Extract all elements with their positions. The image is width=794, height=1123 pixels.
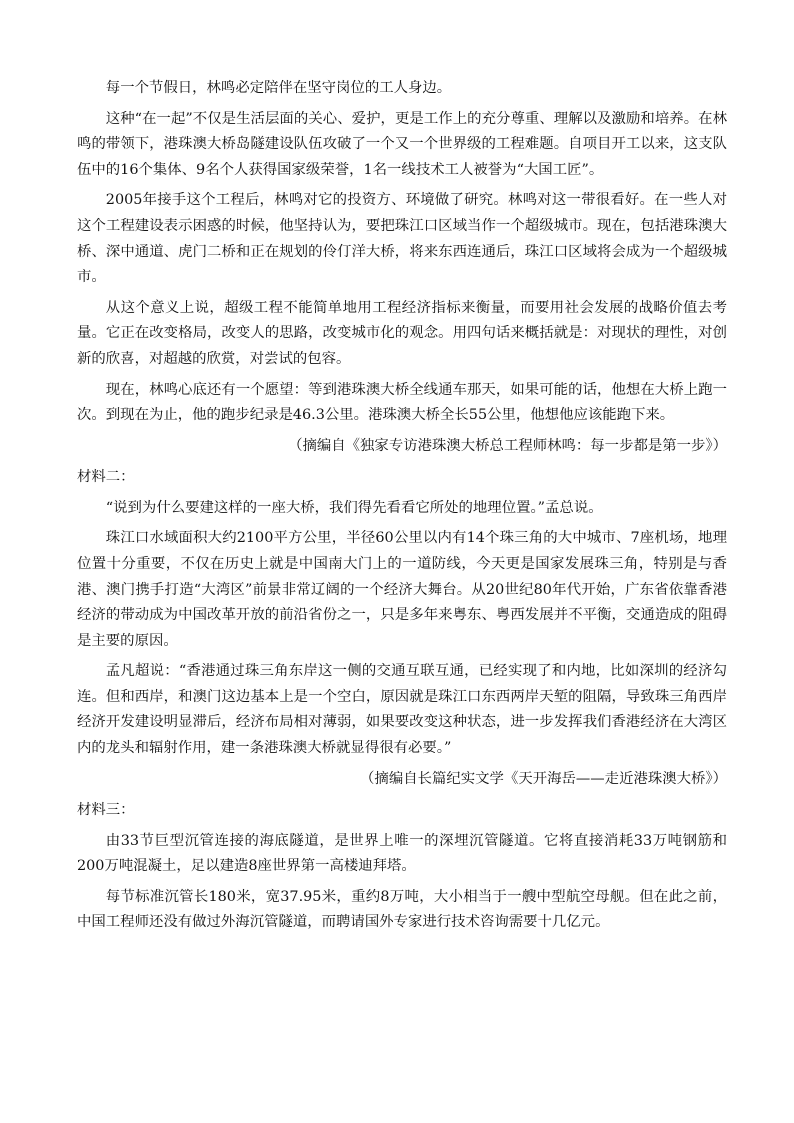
source-citation: （摘编自长篇纪实文学《天开海岳——走近港珠澳大桥》） — [360, 770, 727, 787]
paragraph: “说到为什么要建这样的一座大桥，我们得先看看它所处的地理位置。”孟总说。 — [105, 499, 603, 516]
paragraph: 每节标准沉管长180米，宽37.95米，重约8万吨，大小相当于一艘中型航空母舰。但在此之前，中国工程师还没有做过外海沉管隧道，而聘请国外专家进行技术咨询需要十几亿元。 — [77, 888, 727, 931]
source-citation: （摘编自《独家专访港珠澳大桥总工程师林鸣：每一步都是第一步》） — [288, 437, 727, 454]
document-page — [77, 76, 727, 941]
paragraph: 这种“在一起”不仅是生活层面的关心、爱护，更是工作上的充分尊重、理解以及激励和培养。在林鸣的带领下，港珠澳大桥岛隧建设队伍攻破了一个又一个世界级的工程难题。自项目开工以来，这支队伍中的16个集体、9名个人获得国家级荣誉，1名一线技术工人被誉为“大国工匠”。 — [77, 110, 727, 178]
paragraph: 现在，林鸣心底还有一个愿望：等到港珠澳大桥全线通车那天，如果可能的话，他想在大桥上跑一次。到现在为止，他的跑步纪录是46.3公里。港珠澳大桥全长55公里，他想他应该能跑下来。 — [77, 381, 727, 424]
paragraph: 珠江口水域面积大约2100平方公里，半径60公里以内有14个珠三角的大中城市、7座机场，地理位置十分重要，不仅在历史上就是中国南大门上的一道防线，今天更是国家发展珠三角，特别是与香港、澳门携手打造“大湾区”前景非常辽阔的一个经济大舞台。从20世纪80年代开始，广东省依靠香港经济的带动成为中国改革开放的前沿省份之一，只是多年来粤东、粤西发展并不平衡，交通造成的阻碍是主要的原因。 — [77, 530, 727, 649]
paragraph: 从这个意义上说，超级工程不能简单地用工程经济指标来衡量，而要用社会发展的战略价值去考量。它正在改变格局，改变人的思路，改变城市化的观念。用四句话来概括就是：对现状的理性，对创新的欣喜，对超越的欣赏，对尝试的包容。 — [77, 299, 727, 367]
section-heading: 材料二： — [77, 468, 135, 485]
paragraph: 2005年接手这个工程后，林鸣对它的投资方、环境做了研究。林鸣对这一带很看好。在一些人对这个工程建设表示困惑的时候，他坚持认为，要把珠江口区域当作一个超级城市。现在，包括港珠澳大桥、深中通道、虎门二桥和正在规划的伶仃洋大桥，将来东西连通后，珠江口区域将会成为一个超级城市。 — [77, 192, 727, 286]
paragraph: 每一个节假日，林鸣必定陪伴在坚守岗位的工人身边。 — [105, 80, 452, 96]
paragraph: 由33节巨型沉管连接的海底隧道，是世界上唯一的深埋沉管隧道。它将直接消耗33万吨钢筋和200万吨混凝土，足以建造8座世界第一高楼迪拜塔。 — [77, 832, 727, 875]
paragraph: 孟凡超说：“香港通过珠三角东岸这一侧的交通互联互通，已经实现了和内地，比如深圳的经济勾连。但和西岸，和澳门这边基本上是一个空白，原因就是珠江口东西两岸天堑的阻隔，导致珠三角西岸经济开发建设明显滞后，经济布局相对薄弱，如果要改变这种状态，进一步发挥我们香港经济在大湾区内的龙头和辐射作用，建一条港珠澳大桥就显得很有必要。” — [77, 663, 727, 757]
section-heading: 材料三： — [77, 801, 135, 818]
